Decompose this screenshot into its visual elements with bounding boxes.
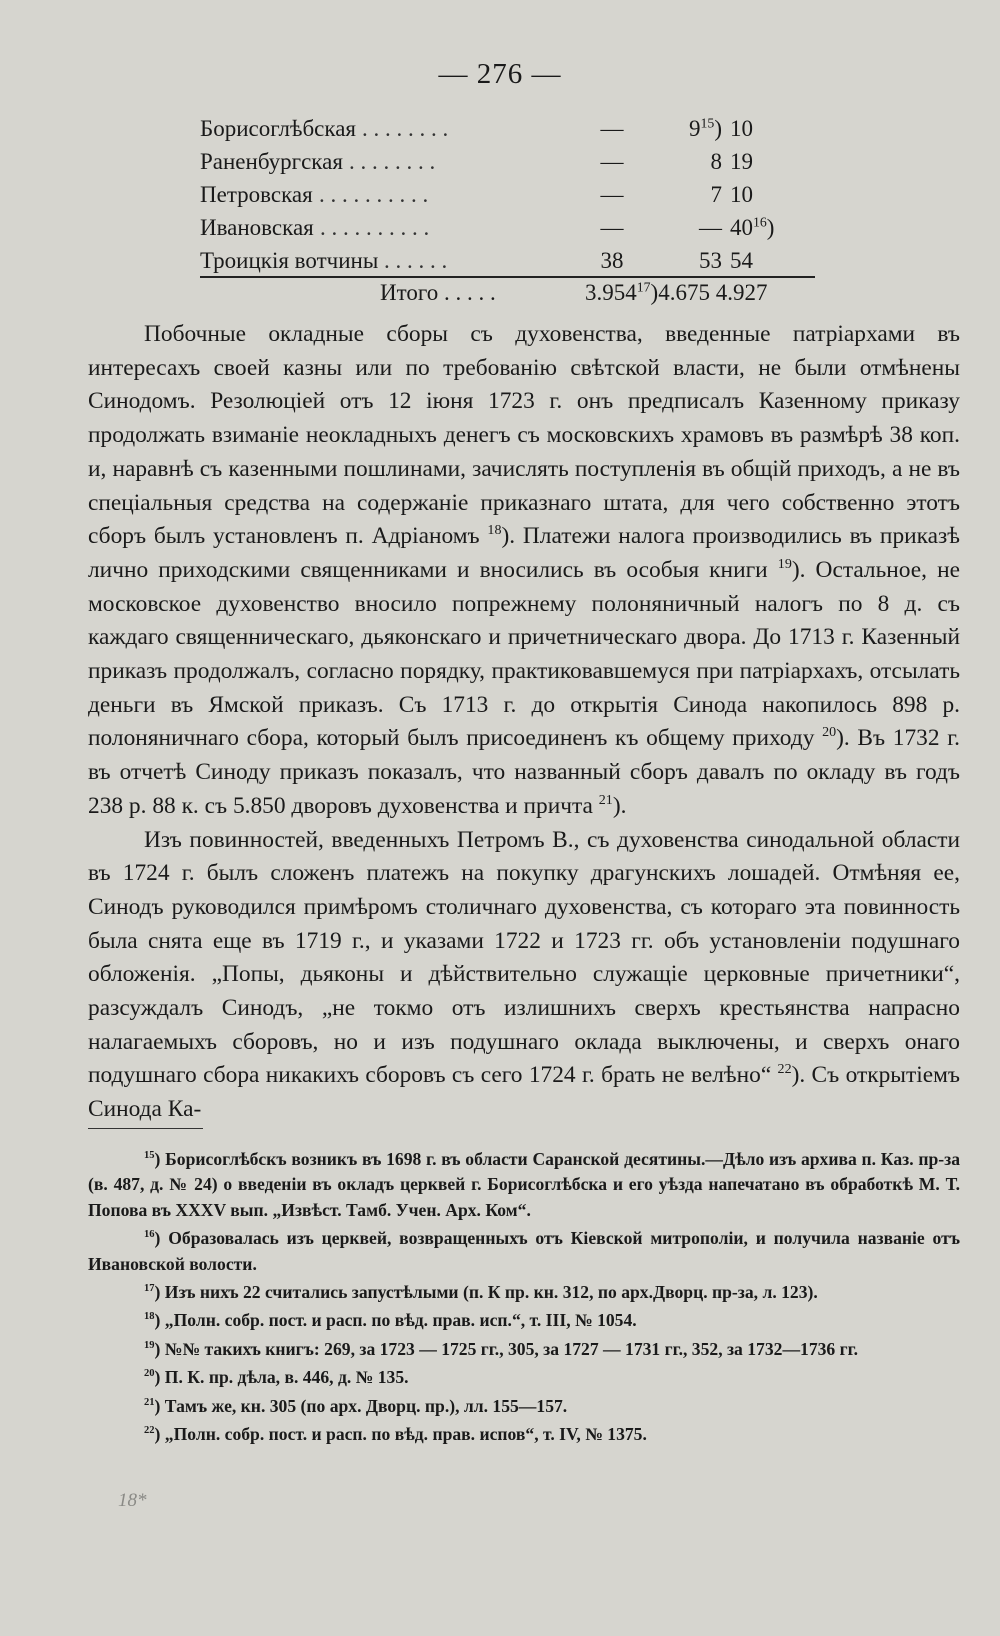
footnote-number: 21: [144, 1396, 155, 1408]
row-value-c1: —: [600, 215, 624, 240]
page-number: — 276 —: [438, 58, 562, 90]
row-leader-dots: . . . . . . . . . .: [320, 215, 430, 240]
row-value-c1: —: [600, 182, 624, 207]
footnotes: [88, 1147, 960, 1450]
footnote-number: 22: [144, 1425, 155, 1437]
row-value-c3: 10: [730, 116, 753, 141]
row-value-c1: —: [600, 149, 624, 174]
footnote: $^{17}$) Изъ нихъ 22 считались запустѣлыми (п. К пр. кн. 312, по арх.Дворц. пр-за, л. 123).: [144, 1282, 818, 1303]
row-value-c2: $9^{15}$): [689, 115, 722, 141]
footnote-rule: [88, 1128, 203, 1129]
total-label: Итого . . . . .: [380, 280, 496, 305]
row-value-c3: $40^{16}$): [730, 214, 775, 240]
row-value-c1: 38: [600, 248, 624, 273]
footnote-number: 17: [144, 1283, 155, 1295]
table-row: [200, 244, 812, 277]
signature-mark: 18*: [118, 1490, 147, 1511]
row-name: Борисоглѣбская: [200, 116, 356, 141]
footnote: $^{22}$) „Полн. собр. пост. и расп. по вѣд. прав. испов“, т. IV, № 1375.: [144, 1424, 647, 1445]
row-name: Петровская: [200, 182, 313, 207]
row-value-c2: 7: [710, 182, 722, 207]
total-values: 3.954$^{17}$)4.675 4.927: [585, 279, 768, 305]
row-name: Троицкiя вотчины: [200, 248, 379, 273]
row-value-c2: —: [699, 215, 722, 240]
footnote-ref: 18: [487, 522, 502, 539]
paragraph: Изъ повинностей, введенныхъ Петромъ В., съ духовенства синодальной области въ 1724 г. былъ сложенъ платежъ на покупку драгунскихъ лошадей. Отмѣняя ее, Синодъ руководился примѣромъ столичнаго духовенства, съ котораго эта повинность была снята еще въ 1719 г., и указами 1722 и 1723 гг. объ установленiи подушнаго обложенiя. „Попы, дьяконы и дѣйствительно служащiе церковные причетники“, разсуждалъ Синодъ, „не токмо отъ излишнихъ сверхъ крестьянства напрасно налагаемыхъ сборовъ, но и изъ подушнаго оклада выключены, и сверхъ онаго подушнаго сбора никакихъ сборовъ съ сего 1724 г. брать не велѣно“ $^{22}$). Съ открытiемъ Синода Ка-: [88, 826, 960, 1123]
footnote: $^{19}$) №№ такихъ книгъ: 269, за 1723 — 1725 гг., 305, за 1727 — 1731 гг., 352, за 1732—1736 гг.: [144, 1338, 859, 1359]
row-value-c3: 54: [730, 248, 753, 273]
table-row: [200, 211, 812, 244]
footnote-ref: 21: [598, 792, 613, 809]
row-value-c3: 19: [730, 149, 753, 174]
row-value-c2: 8: [710, 149, 722, 174]
footnote-number: 20: [144, 1368, 155, 1380]
row-name: Ивановская: [200, 215, 314, 240]
footnote: $^{18}$) „Полн. собр. пост. и расп. по вѣд. прав. исп.“, т. III, № 1054.: [144, 1310, 637, 1331]
row-leader-dots: . . . . . . . .: [362, 116, 449, 141]
paragraph: Побочные окладные сборы съ духовенства, введенные патрiархами въ интересахъ своей казны или по требованiю свѣтской власти, не были отмѣнены Синодомъ. Резолюцiей отъ 12 iюня 1723 г. онъ предписалъ Казенному приказу продолжать взиманiе неокладныхъ денегъ съ московскихъ храмовъ въ размѣрѣ 38 коп. и, наравнѣ съ казенными пошлинами, зачислять поступленiя въ общiй приходъ, а не въ спецiальныя средства на содержанiе приказнаго штата, для чего собственно этотъ сборъ былъ установленъ п. Адрiаномъ $^{18}$). Платежи налога производились въ приказѣ лично приходскими священниками и вносились въ особыя книги $^{19}$). Остальное, не московское духовенство вносило попрежнему полоняничный налогъ по 8 д. съ каждаго священническаго, дьяконскаго и причетническаго двора. До 1713 г. Казенный приказъ продолжалъ, согласно порядку, практиковавшемуся при патрiархахъ, отсылать деньги въ Ямской приказъ. Съ 1713 г. до открытiя Синода накопилось 898 р. полоняничнаго сбора, который былъ присоединенъ къ общему приходу $^{20}$). Въ 1732 г. въ отчетѣ Синоду приказъ показалъ, что названный сборъ давалъ по окладу въ годъ 238 р. 88 к. съ 5.850 дворовъ духовенства и причта $^{21}$).: [88, 321, 960, 819]
row-value-c1: —: [600, 116, 624, 141]
table-row: [200, 178, 812, 211]
row-value-c2: 53: [699, 248, 722, 273]
footnote: $^{20}$) П. К. пр. дѣла, в. 446, д. № 135.: [144, 1367, 409, 1388]
row-leader-dots: . . . . . .: [384, 248, 448, 273]
table-row: [200, 145, 812, 178]
table-total-rule: [200, 276, 815, 278]
footnote-number: 19: [144, 1339, 155, 1351]
footnote: $^{21}$) Тамъ же, кн. 305 (по арх. Дворц. пр.), лл. 155—157.: [144, 1395, 568, 1416]
footnote: $^{16}$) Образовалась изъ церквей, возвращенныхъ отъ Кiевской митрополiи, и получила названiе отъ Ивановской волости.: [88, 1228, 960, 1274]
row-value-c3: 10: [730, 182, 753, 207]
revenue-table: [200, 112, 812, 277]
row-leader-dots: . . . . . . . . . .: [319, 182, 429, 207]
footnote-number: 16: [144, 1229, 155, 1241]
footnote-ref: 20: [822, 724, 837, 741]
footnote-number: 15: [144, 1150, 155, 1162]
footnote: $^{15}$) Борисоглѣбскъ возникъ въ 1698 г. въ области Саранской десятины.—Дѣло изъ архива п. Каз. пр-за (в. 487, д. № 24) о введенiи въ окладъ церквей г. Борисоглѣбска и его уѣзда напечатано въ обработкѣ М. Т. Попова въ XXXV вып. „Извѣст. Тамб. Учен. Арх. Ком“.: [88, 1149, 960, 1220]
body-text: [88, 318, 960, 1127]
row-leader-dots: . . . . . . . .: [349, 149, 436, 174]
footnote-ref: 22: [777, 1061, 792, 1078]
footnote-number: 18: [144, 1311, 155, 1323]
table-row: [200, 112, 812, 145]
footnote-ref: 19: [777, 556, 792, 573]
row-name: Раненбургская: [200, 149, 343, 174]
